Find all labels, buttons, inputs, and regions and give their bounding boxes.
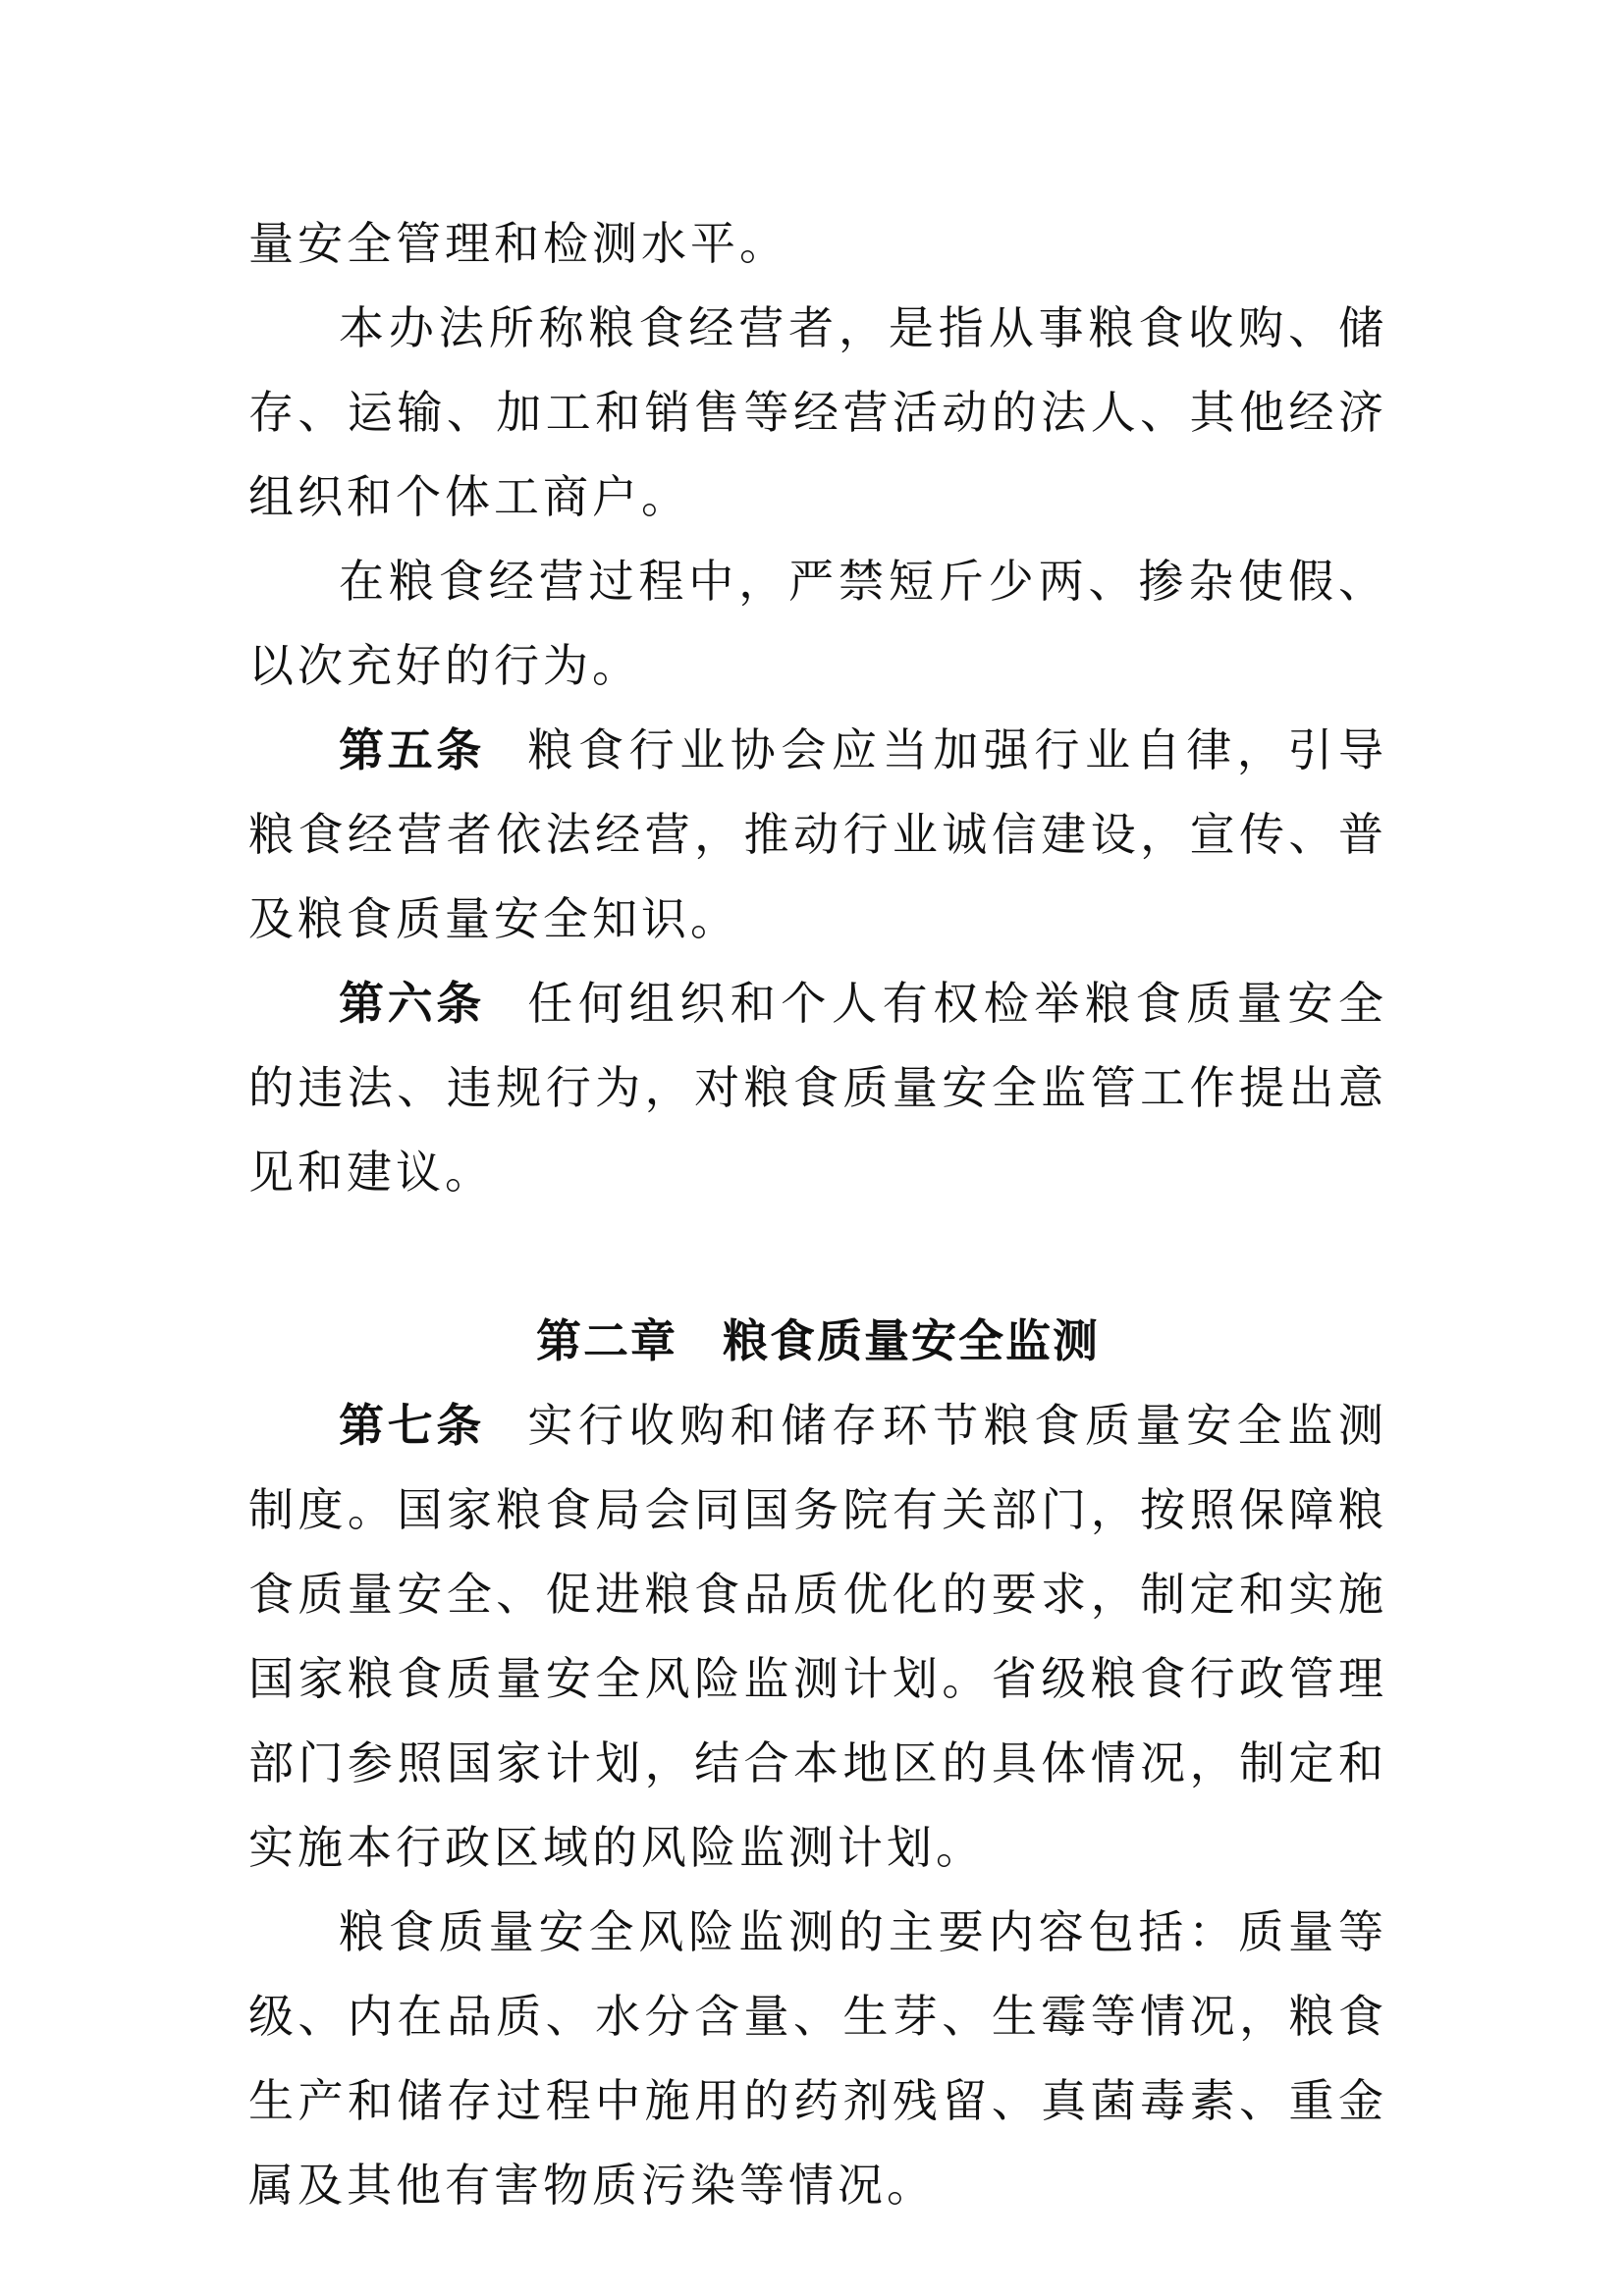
article-6-text: 任何组织和个人有权检举粮食质量安全的违法、违规行为，对粮食质量安全监管工作提出意见和建议。: [248, 977, 1388, 1199]
paragraph-grain-operator-definition: 本办法所称粮食经营者，是指从事粮食收购、储存、运输、加工和销售等经营活动的法人、其他经济组织和个体工商户。: [248, 301, 1387, 523]
article-7: [248, 1383, 1387, 1890]
article-7-text: 实行收购和储存环节粮食质量安全监测制度。国家粮食局会同国务院有关部门，按照保障粮食质量安全、促进粮食品质优化的要求，制定和实施国家粮食质量安全风险监测计划。省级粮食行政管理部门参照国家计划，结合本地区的具体情况，制定和实施本行政区域的风险监测计划。: [248, 1399, 1388, 1874]
article-5-text: 粮食行业协会应当加强行业自律，引导粮食经营者依法经营，推动行业诚信建设，宣传、普及粮食质量安全知识。: [248, 723, 1388, 945]
article-7-label: 第七条: [339, 1399, 485, 1452]
article-6-label: 第六条: [339, 977, 485, 1030]
document-body: [248, 201, 1387, 2227]
article-5: [248, 708, 1387, 961]
article-5-label: 第五条: [339, 723, 485, 776]
chapter-heading: [248, 1299, 1387, 1383]
chapter-title: 粮食质量安全监测: [723, 1314, 1100, 1367]
paragraph-prohibited-conduct: 在粮食经营过程中，严禁短斤少两、掺杂使假、以次充好的行为。: [248, 555, 1387, 692]
chapter-number: 第二章: [536, 1314, 677, 1367]
article-6: [248, 961, 1387, 1214]
paragraph-monitoring-content: 粮食质量安全风险监测的主要内容包括：质量等级、内在品质、水分含量、生芽、生霉等情况，粮食生产和储存过程中施用的药剂残留、真菌毒素、重金属及其他有害物质污染等情况。: [248, 1905, 1387, 2212]
paragraph-continuation: 量安全管理和检测水平。: [248, 217, 788, 270]
